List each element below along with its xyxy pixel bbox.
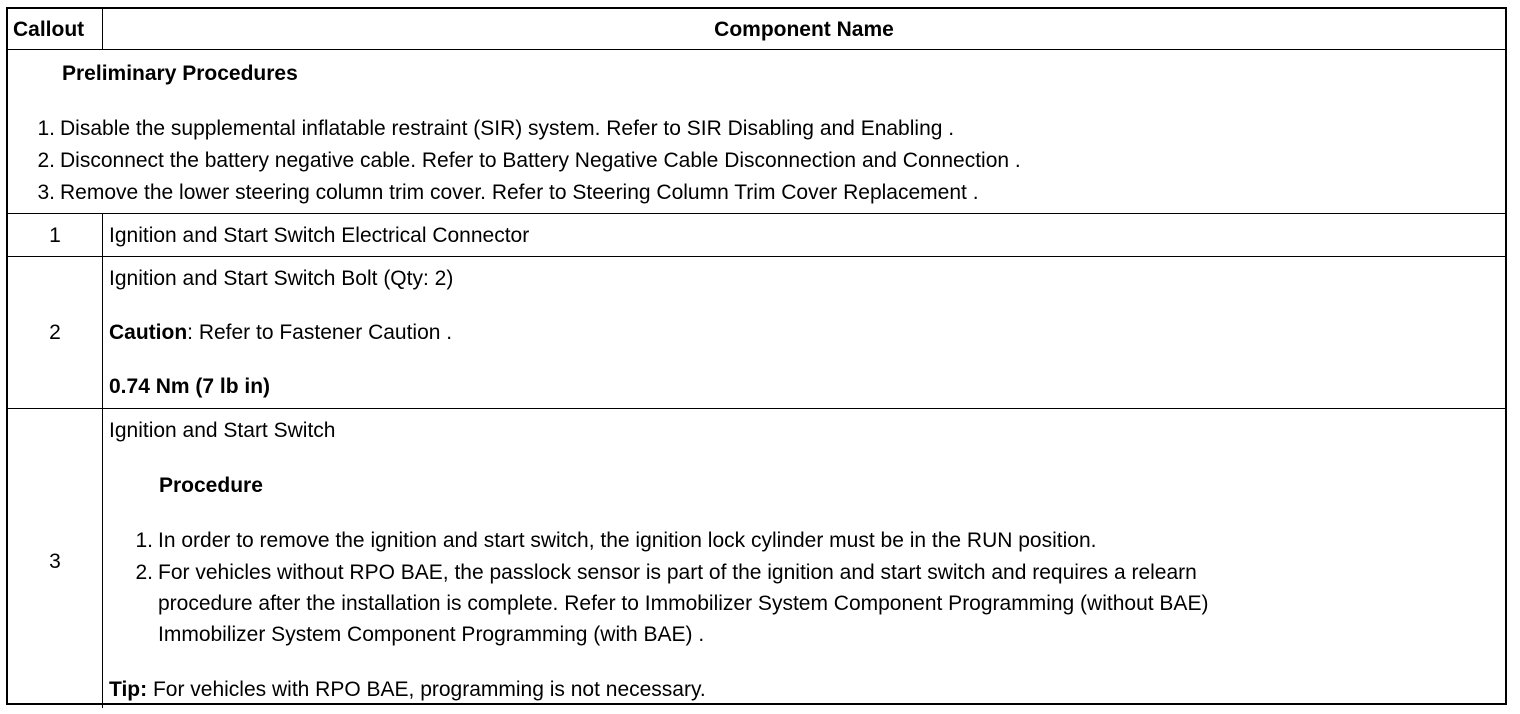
tip-text: For vehicles with RPO BAE, programming is not necessary. <box>147 678 706 701</box>
callout-number: 3 <box>49 550 61 573</box>
component-name: Ignition and Start Switch Bolt (Qty: 2) <box>109 267 454 290</box>
procedure-title: Procedure <box>159 474 263 497</box>
step-number: 2. <box>37 149 55 172</box>
component-table <box>6 7 1507 705</box>
callout-number: 1 <box>49 224 61 247</box>
step-text: Disconnect the battery negative cable. Refer to Battery Negative Cable Disconnection and Connection . <box>60 149 1021 172</box>
caution-note <box>109 321 1499 345</box>
preliminary-procedures-title: Preliminary Procedures <box>62 62 298 85</box>
table-header-row <box>8 9 1505 49</box>
step-text: Immobilizer System Component Programming (with BAE) . <box>158 623 705 646</box>
callout-number: 2 <box>49 321 61 344</box>
callout-header: Callout <box>13 18 85 41</box>
column-divider <box>102 214 103 257</box>
step-number: 1. <box>37 117 55 140</box>
step-text: For vehicles without RPO BAE, the passlock sensor is part of the ignition and start switch and requires a relearn <box>158 561 1197 584</box>
column-divider <box>102 257 103 409</box>
component-name: Ignition and Start Switch Electrical Connector <box>109 224 530 247</box>
tip-label: Tip: <box>109 678 148 701</box>
component-name: Ignition and Start Switch <box>109 419 336 442</box>
step-text: Remove the lower steering column trim cover. Refer to Steering Column Trim Cover Replacement . <box>60 181 979 204</box>
step-number: 3. <box>37 181 55 204</box>
column-divider <box>102 409 103 708</box>
caution-text: : Refer to Fastener Caution . <box>187 321 453 344</box>
torque-spec: 0.74 Nm (7 lb in) <box>109 375 271 398</box>
preliminary-procedures-row <box>8 49 1505 213</box>
step-number: 2. <box>135 561 153 584</box>
step-text: procedure after the installation is complete. Refer to Immobilizer System Component Programming (without BAE) <box>158 592 1209 615</box>
component-name-header: Component Name <box>714 18 894 41</box>
step-number: 1. <box>135 529 153 552</box>
caution-label: Caution <box>109 321 188 344</box>
step-text: In order to remove the ignition and start switch, the ignition lock cylinder must be in the RUN position. <box>158 529 1097 552</box>
table-row <box>8 408 1505 707</box>
tip-note <box>109 678 1499 702</box>
table-row <box>8 256 1505 408</box>
table-row <box>8 213 1505 256</box>
step-text: Disable the supplemental inflatable restraint (SIR) system. Refer to SIR Disabling and Enabling . <box>60 117 955 140</box>
